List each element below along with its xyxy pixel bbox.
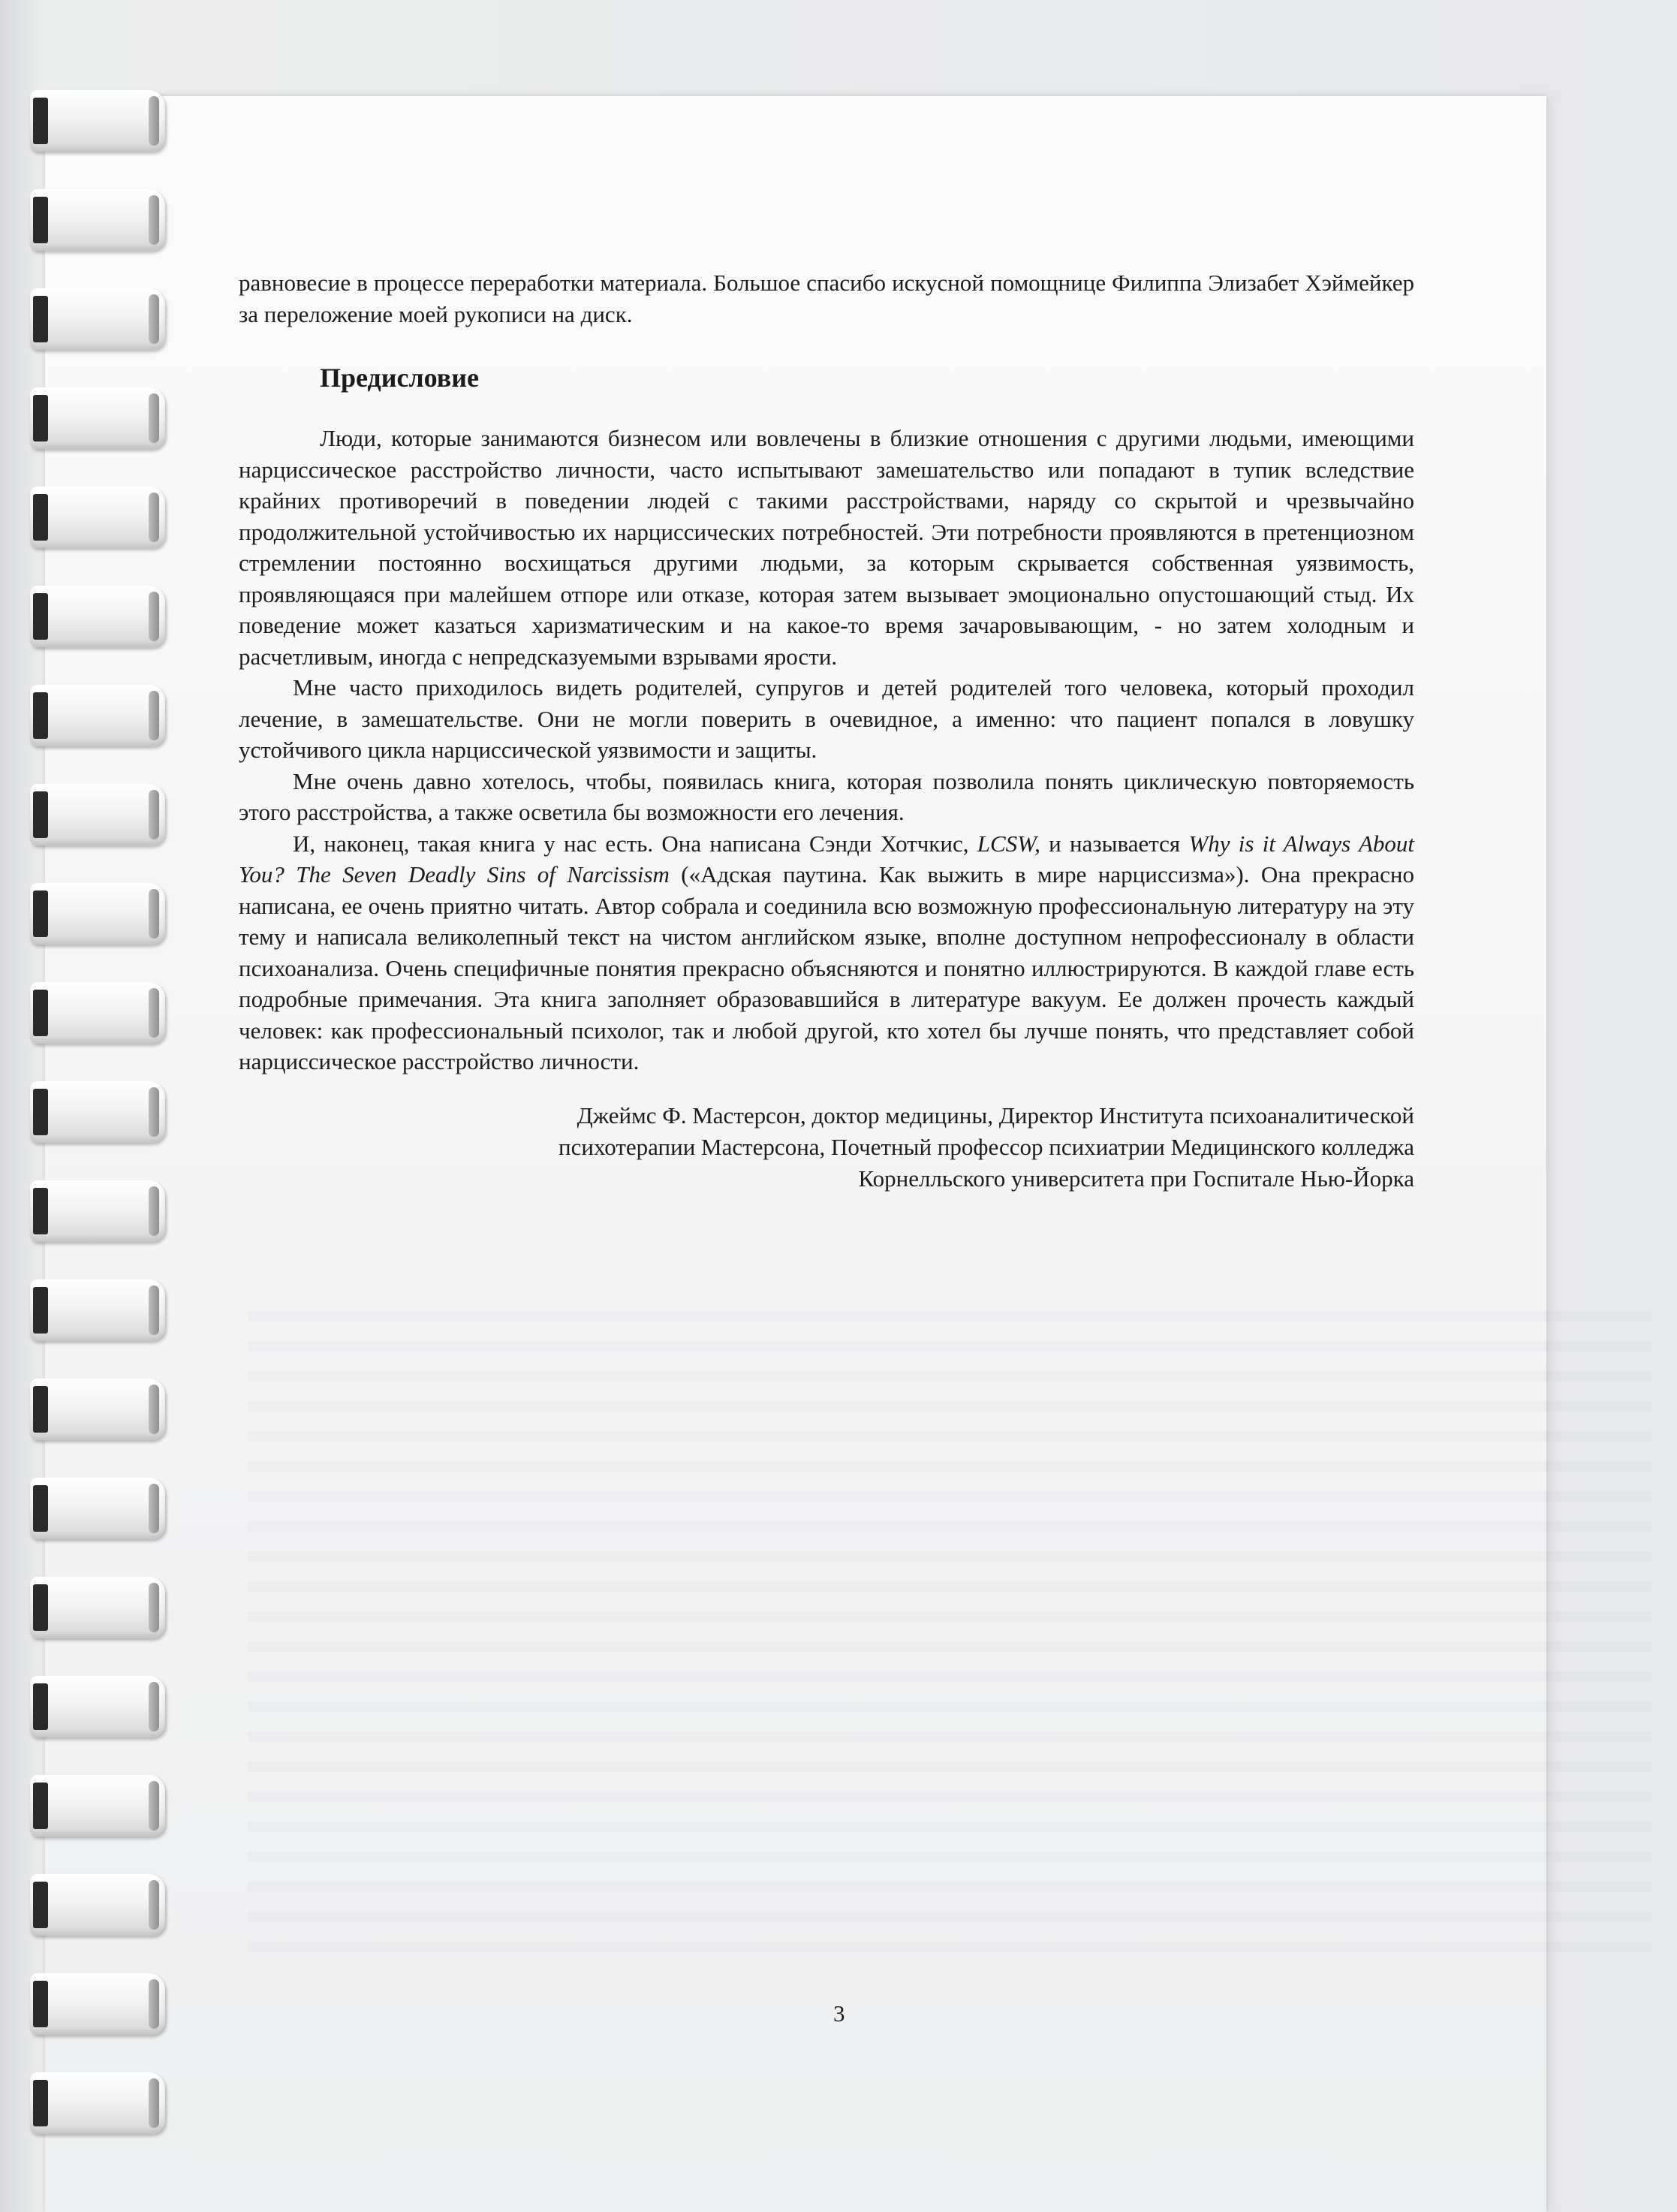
binding-ring [30, 1577, 165, 1638]
binding-ring [30, 1081, 165, 1143]
lcsw-credential: LCSW, [977, 830, 1040, 857]
binding-ring [30, 1676, 165, 1737]
binding-ring [30, 2072, 165, 2134]
binding-ring [30, 982, 165, 1044]
binding-ring [30, 90, 165, 152]
binding-ring [30, 883, 165, 945]
show-through-text [248, 1291, 1651, 1967]
binding-ring [30, 685, 165, 746]
paragraph-2: Мне часто приходилось видеть родителей, супругов и детей родителей того человека, который проходил лечение, в замешательстве. Они не могли поверить в очевидное, а именно: что пациент попался в ловушку устойчивого цикла нарциссической уязвимости и защиты. [239, 674, 1414, 763]
binding-ring [30, 1775, 165, 1837]
section-heading: Предисловие [320, 363, 479, 393]
intro-paragraph: равновесие в процессе переработки материала. Большое спасибо искусной помощнице Филиппа Элизабет Хэймейкер за переложение моей рукописи на диск. [239, 270, 1414, 327]
binding-ring [30, 1874, 165, 1936]
paragraph-4-part-3: («Адская паутина. Как выжить в мире нарциссизма»). Она прекрасно написана, ее очень приятно читать. Автор собрала и соединила всю возможную профессиональную литературу на эту тему и написала великолепный текст на чистом английском языке, вполне доступном непрофессионалу в области психоанализа. Очень специфичные понятия прекрасно объясняются и понятно иллюстрируются. В каждой главе есть подробные примечания. Эта книга заполняет образовавшийся в литературе вакуум. Ее должен прочесть каждый человек: как профессиональный психолог, так и любой другой, кто хотел бы лучше понять, что представляет собой нарциссическое расстройство личности. [239, 861, 1414, 1074]
signature-line-1: Джеймс Ф. Мастерсон, доктор медицины, Директор Института психоаналитической [577, 1101, 1414, 1129]
binding-ring [30, 784, 165, 845]
signature-line-3: Корнелльского университета при Госпитале Нью-Йорка [858, 1165, 1414, 1192]
page-content [239, 267, 1414, 1195]
signature-line-2: психотерапии Мастерсона, Почетный профессор психиатрии Медицинского колледжа [558, 1133, 1414, 1160]
binding-ring [30, 288, 165, 350]
book-title: Why is it Always About You? The Seven Deadly Sins of Narcissism [239, 830, 1414, 888]
signature-block [239, 1100, 1414, 1195]
binding-ring [30, 1180, 165, 1242]
binding-ring [30, 1478, 165, 1539]
binding-ring [30, 1379, 165, 1440]
paragraph-4 [239, 828, 1414, 1077]
paragraph-4-part-1: И, наконец, такая книга у нас есть. Она написана Сэнди Хотчкис, [293, 830, 977, 857]
binding-ring [30, 586, 165, 647]
binding-ring [30, 1279, 165, 1341]
paragraph-3: Мне очень давно хотелось, чтобы, появилась книга, которая позволила понять циклическую повторяемость этого расстройства, а также осветила бы возможности его лечения. [239, 767, 1414, 825]
paragraph-4-part-2: и называется [1040, 830, 1189, 857]
binding-ring [30, 487, 165, 548]
binding-ring [30, 387, 165, 449]
page-number: 3 [833, 2000, 845, 2027]
binding-ring [30, 189, 165, 251]
spiral-binding [30, 90, 180, 2192]
binding-ring [30, 1973, 165, 2035]
paragraph-1: Люди, которые занимаются бизнесом или вовлечены в близкие отношения с другими людьми, имеющими нарциссическое расстройство личности, часто испытывают замешательство или попадают в тупик вследствие крайних противоречий в поведении людей с такими расстройствами, наряду со скрытой и чрезвычайно продолжительной устойчивостью их нарциссических потребностей. Эти потребности проявляются в претенциозном стремлении постоянно восхищаться другими людьми, за которым скрывается собственная уязвимость, проявляющаяся при малейшем отпоре или отказе, которая затем вызывает эмоционально опустошающий стыд. Их поведение может казаться харизматическим и на какое-то время зачаровывающим, - но затем холодным и расчетливым, иногда с непредсказуемыми взрывами ярости. [239, 425, 1414, 670]
